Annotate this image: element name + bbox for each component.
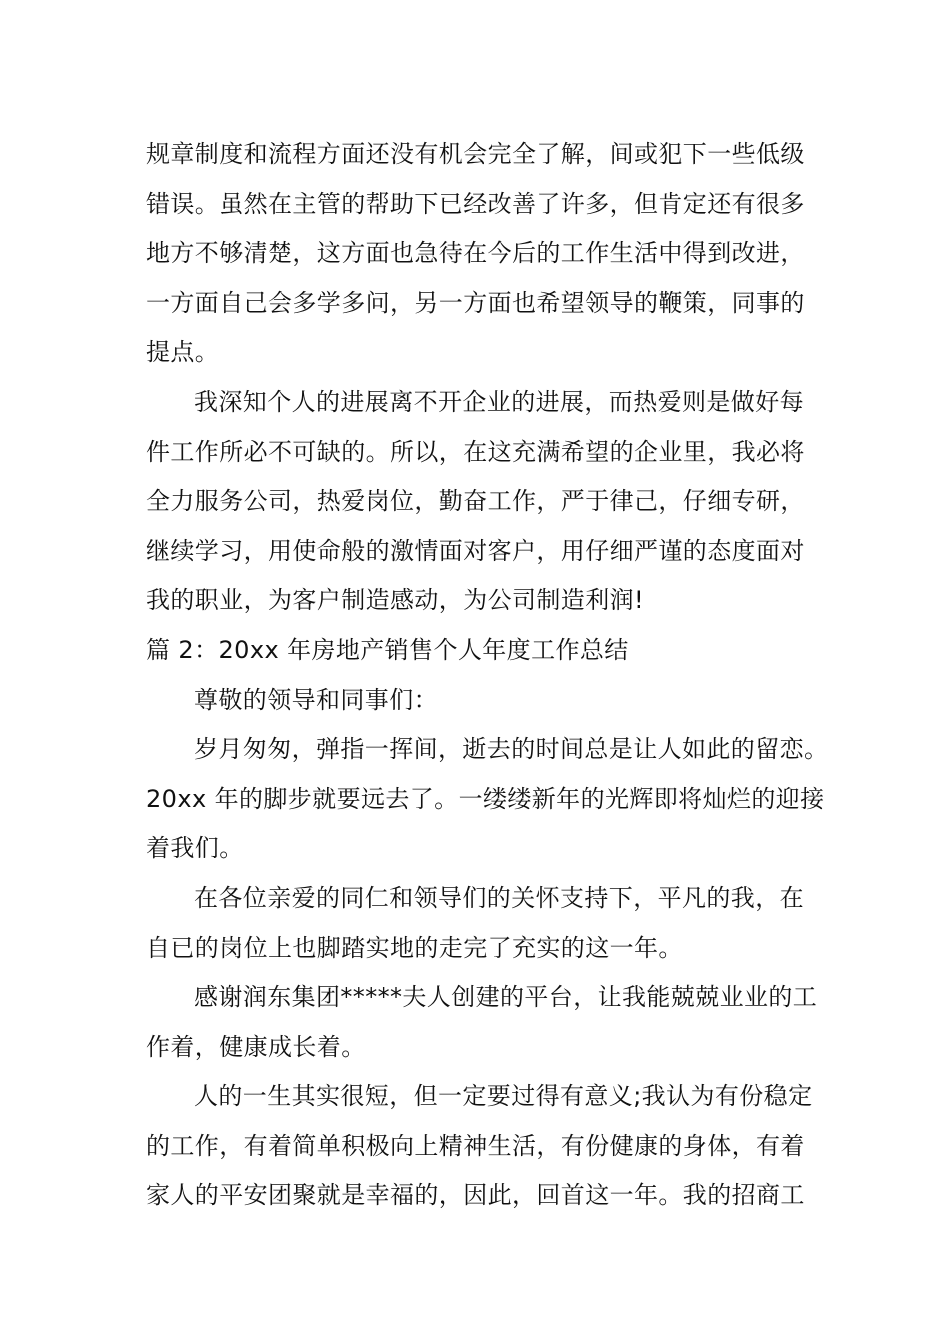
text-line: 我深知个人的进展离不开企业的进展，而热爱则是做好每 bbox=[194, 387, 804, 416]
text-line: 件工作所必不可缺的。所以，在这充满希望的企业里，我必将 bbox=[146, 437, 805, 466]
text-line: 规章制度和流程方面还没有机会完全了解，间或犯下一些低级 bbox=[146, 140, 805, 168]
text-line: 一方面自己会多学多问，另一方面也希望领导的鞭策，同事的 bbox=[146, 288, 805, 317]
text-line: 20xx 年的脚步就要远去了。一缕缕新年的光辉即将灿烂的迎接 bbox=[146, 784, 825, 813]
text-line: 作着，健康成长着。 bbox=[146, 1032, 366, 1061]
text-line: 岁月匆匆，弹指一挥间，逝去的时间总是让人如此的留恋。 bbox=[194, 735, 829, 764]
text-line: 地方不够清楚，这方面也急待在今后的工作生活中得到改进， bbox=[146, 239, 805, 268]
document-body bbox=[146, 130, 829, 1221]
salutation: 尊敬的领导和同事们： bbox=[194, 685, 438, 714]
text-line: 自已的岗位上也脚踏实地的走完了充实的这一年。 bbox=[146, 933, 683, 962]
text-line: 全力服务公司，热爱岗位，勤奋工作，严于律己，仔细专研， bbox=[146, 487, 805, 516]
text-line: 人的一生其实很短，但一定要过得有意义;我认为有份稳定 bbox=[194, 1082, 813, 1111]
text-line: 的工作，有着简单积极向上精神生活，有份健康的身体，有着 bbox=[146, 1131, 805, 1160]
text-line: 家人的平安团聚就是幸福的，因此，回首这一年。我的招商工 bbox=[146, 1181, 805, 1210]
text-line: 继续学习，用使命般的激情面对客户，用仔细严谨的态度面对 bbox=[146, 536, 805, 565]
section-heading: 篇 2：20xx 年房地产销售个人年度工作总结 bbox=[146, 635, 629, 664]
text-line: 错误。虽然在主管的帮助下已经改善了许多，但肯定还有很多 bbox=[146, 189, 805, 218]
text-line: 感谢润东集团*****夫人创建的平台，让我能兢兢业业的工 bbox=[194, 983, 818, 1012]
text-line: 我的职业，为客户制造感动，为公司制造利润! bbox=[146, 586, 645, 615]
text-line: 着我们。 bbox=[146, 834, 244, 863]
text-line: 提点。 bbox=[146, 338, 220, 367]
text-line: 在各位亲爱的同仁和领导们的关怀支持下，平凡的我，在 bbox=[194, 883, 804, 912]
